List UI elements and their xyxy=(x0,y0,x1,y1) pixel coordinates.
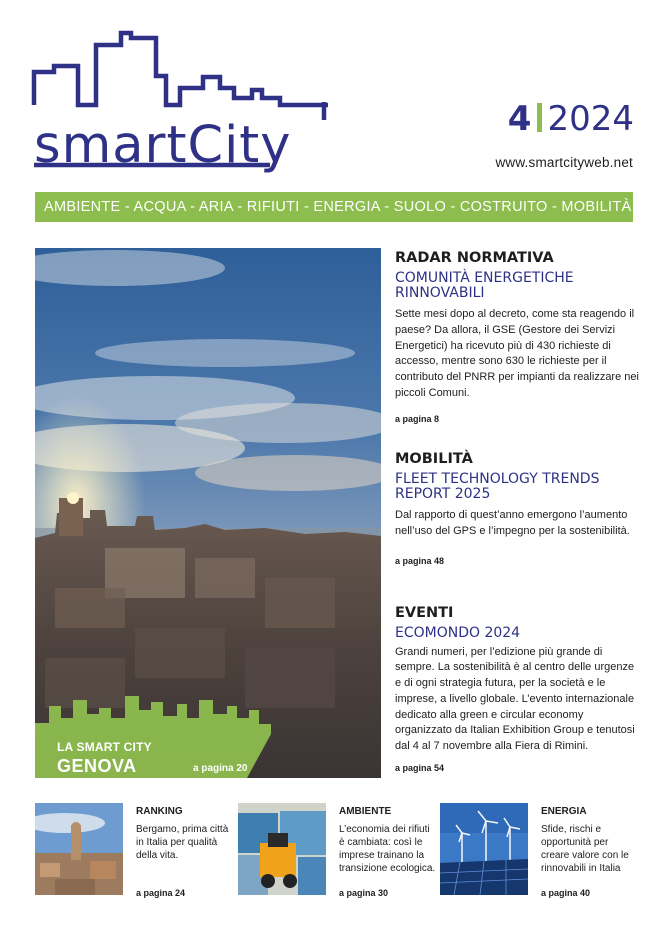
story-headline: FLEET TECHNOLOGY TRENDS REPORT 2025 xyxy=(395,470,600,502)
teaser-title: ENERGIA xyxy=(541,806,587,817)
story-kicker: EVENTI xyxy=(395,605,454,621)
story-body: Sette mesi dopo al decreto, come sta reagendo il paese? Da allora, il GSE (Gestore dei Servizi Energetici) ha ricevuto più di 430 richieste di accesso, mentre sono 630 le richieste per il contributo del PNRR per impianti da realizzare nei piccoli Comuni. xyxy=(395,308,639,399)
story-eventi xyxy=(395,606,640,773)
story-headline: ECOMONDO 2024 xyxy=(395,624,521,641)
story-page-ref[interactable]: a pagina 8 xyxy=(395,413,440,424)
cover-story-kicker: LA SMART CITY xyxy=(57,740,152,754)
story-page-ref[interactable]: a pagina 54 xyxy=(395,762,445,773)
story-body: Dal rapporto di quest’anno emergono l’aumento nell’uso del GPS e l’impegno per la sostenibilità. xyxy=(395,509,630,538)
teaser-page-ref[interactable]: a pagina 40 xyxy=(541,888,591,898)
teaser-title: RANKING xyxy=(136,806,183,817)
story-headline: COMUNITÀ ENERGETICHE RINNOVABILI xyxy=(395,269,574,301)
genova-cityscape-image xyxy=(35,248,381,778)
waste-bales-image xyxy=(238,803,326,895)
issue-divider xyxy=(537,103,542,132)
teaser-page-ref[interactable]: a pagina 30 xyxy=(339,888,389,898)
smartcity-logo xyxy=(30,30,335,175)
topics-bar: AMBIENTE - ACQUA - ARIA - RIFIUTI - ENERGIA - SUOLO - COSTRUITO - MOBILITÀ xyxy=(35,192,633,222)
teaser-ambiente xyxy=(238,803,438,903)
teaser-thumbnail-bergamo xyxy=(35,803,123,895)
story-kicker: MOBILITÀ xyxy=(395,451,473,467)
cover-story-page-ref[interactable]: a pagina 20 xyxy=(193,763,248,774)
story-body: Grandi numeri, per l’edizione più grande di sempre. La sostenibilità è al centro delle urgenze e di ogni strategia futura, per la società e le imprese, a livello globale. L’evento internazionale dedicato alla green e circular economy organizzato da Italian Exhibition Group e tenutosi dal 4 al 7 novembre alla Fiera di Rimini. xyxy=(395,645,635,752)
website-url[interactable]: www.smartcityweb.net xyxy=(495,155,633,170)
teaser-thumbnail-solar xyxy=(440,803,528,895)
story-page-ref[interactable]: a pagina 48 xyxy=(395,555,445,566)
teaser-page-ref[interactable]: a pagina 24 xyxy=(136,888,186,898)
issue-year: 2024 xyxy=(547,99,634,139)
teaser-thumbnail-waste xyxy=(238,803,326,895)
teaser-title: AMBIENTE xyxy=(339,806,392,817)
solar-wind-image xyxy=(440,803,528,895)
teaser-ranking xyxy=(35,803,235,903)
story-radar-normativa xyxy=(395,251,640,424)
cover-story-title: GENOVA xyxy=(57,756,137,776)
teaser-energia xyxy=(440,803,640,903)
issue-number xyxy=(507,99,634,139)
issue-number-value: 4 xyxy=(507,99,532,139)
bergamo-image xyxy=(35,803,123,895)
story-mobilita xyxy=(395,452,640,566)
logo-wordmark: smartCity xyxy=(34,116,292,175)
story-kicker: RADAR NORMATIVA xyxy=(395,250,554,266)
teaser-body: L’economia dei rifiuti è cambiata: così le imprese trainano la transizione ecologica. xyxy=(339,824,436,874)
teaser-body: Bergamo, prima città in Italia per qualità della vita. xyxy=(136,824,229,861)
teaser-body: Sfide, rischi e opportunità per creare valore con le rinnovabili in Italia xyxy=(541,824,629,874)
cover-photo-genova xyxy=(35,248,381,778)
